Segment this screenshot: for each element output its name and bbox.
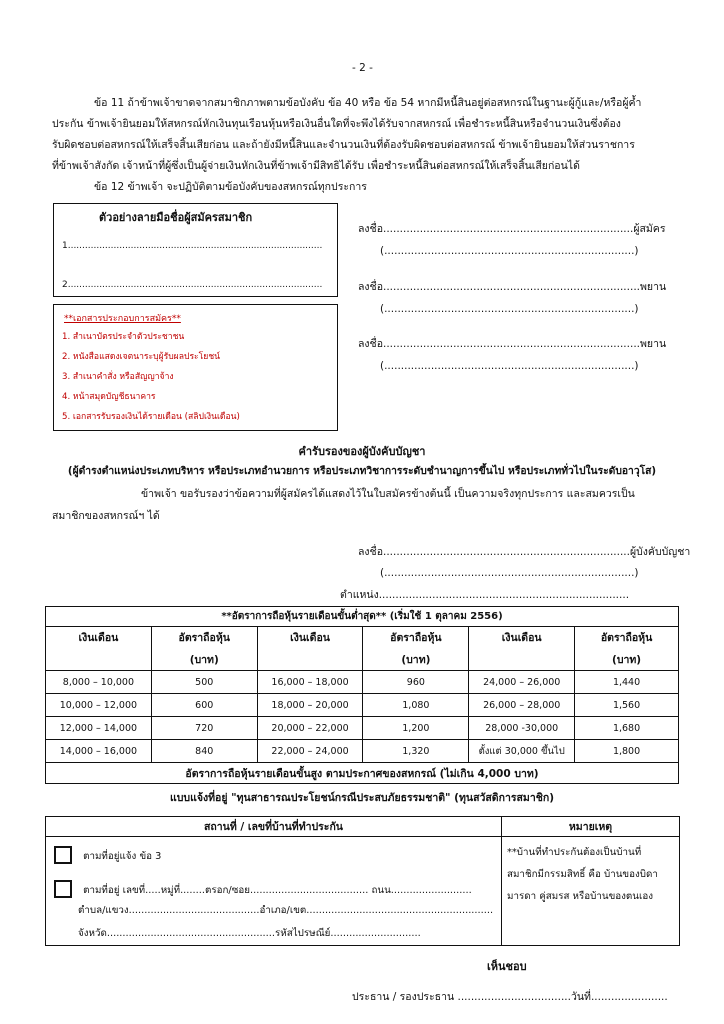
supervisor-title: คำรับรองของผู้บังคับบัญชา	[298, 445, 426, 458]
checkbox-icon[interactable]	[54, 880, 72, 898]
document-item: 1. สำเนาบัตรประจำตัวประชาชน	[62, 332, 185, 342]
share-table-title: **อัตราการถือหุ้นรายเดือนขั้นต่ำสุด** (เริ่มใช้ 1 ตุลาคม 2556)	[46, 607, 679, 627]
table-cell: 840	[151, 740, 257, 763]
sample-signature-title: ตัวอย่างลายมือชื่อผู้สมัครสมาชิก	[99, 211, 253, 224]
sample-signature-box	[53, 203, 338, 297]
header-unit: (บาท)	[151, 649, 257, 671]
witness-2-name-paren[interactable]: (...........................................................................)	[380, 360, 639, 372]
table-cell: 10,000 – 12,000	[46, 694, 152, 717]
note-text	[507, 842, 658, 908]
clause-11-line: ประกัน ข้าพเจ้ายินยอมให้สหกรณ์หักเงินทุนเรือนหุ้นหรือเงินอื่นใดที่จะพึงได้รับจากสหกรณ์ เพื่อชำระหนี้สินหรือจำนวนเงินซึ่งต้อง	[52, 118, 621, 130]
clause-11-line: รับผิดชอบต่อสหกรณ์ให้เสร็จสิ้นเสียก่อน และถ้ายังมีหนี้สินและจำนวนเงินที่ต้องรับผิดชอบต่อสหกรณ์ ข้าพเจ้ายินยอมให้ส่วนราชการ	[52, 139, 635, 151]
header-share-rate: อัตราถือหุ้น	[575, 627, 679, 649]
applicant-name-paren[interactable]: (...........................................................................)	[380, 245, 639, 257]
header-salary: เงินเดือน	[257, 627, 363, 649]
option-other-address[interactable]	[54, 878, 472, 898]
supervisor-text-1: ข้าพเจ้า ขอรับรองว่าข้อความที่ผู้สมัครได้แสดงไว้ในใบสมัครข้างต้นนี้ เป็นความจริงทุกประการ และสมควรเป็น	[141, 488, 635, 500]
sample-signature-line-2[interactable]: 2.........................................................................................	[62, 280, 323, 290]
table-cell: 28,000 -30,000	[469, 717, 575, 740]
header-salary: เงินเดือน	[469, 627, 575, 649]
province-postcode-field[interactable]: จังหวัด......................................................รหัสไปรษณีย์.............................	[78, 928, 421, 939]
witness-1-name-paren[interactable]: (...........................................................................)	[380, 303, 639, 315]
clause-11-line: ที่ข้าพเจ้าสังกัด เจ้าหน้าที่ผู้ซึ่งเป็นผู้จ่ายเงินหักเงินที่ข้าพเจ้ามีสิทธิได้รับ เพื่อชำระหนี้สินต่อสหกรณ์ให้เสร็จสิ้นเสียก่อนได้	[52, 160, 580, 172]
supervisor-position[interactable]: ตำแหน่ง...........................................................................	[340, 589, 630, 601]
table-cell: 500	[151, 671, 257, 694]
required-documents-list	[62, 327, 240, 427]
supervisor-signature[interactable]: ลงชื่อ..........................................................................ผู้บังคับบัญชา	[358, 546, 691, 558]
approval-signature[interactable]: ประธาน / รองประธาน ..................................วันที่.......................	[352, 991, 668, 1003]
option-other-address-label[interactable]: ตามที่อยู่ เลขที่.....หมู่ที่........ตรอก/ซอย...................................... ถนน..........................	[83, 885, 472, 896]
header-salary: เงินเดือน	[46, 627, 152, 649]
table-cell: ตั้งแต่ 30,000 ขึ้นไป	[469, 740, 575, 763]
table-row	[46, 694, 679, 717]
clause-11-line: ข้อ 11 ถ้าข้าพเจ้าขาดจากสมาชิกภาพตามข้อบังคับ ข้อ 40 หรือ ข้อ 54 หากมีหนี้สินอยู่ต่อสหกรณ์ในฐานะผู้กู้และ/หรือผู้ค้ำ	[94, 97, 642, 109]
sample-signature-line-1[interactable]: 1.........................................................................................	[62, 241, 323, 251]
share-rate-table	[45, 606, 679, 784]
table-cell: 1,560	[575, 694, 679, 717]
document-item: 5. เอกสารรับรองเงินได้รายเดือน (สลิปเงินเดือน)	[62, 412, 240, 422]
table-row	[46, 671, 679, 694]
supervisor-subtitle: (ผู้ดำรงตำแหน่งประเภทบริหาร หรือประเภทอำนวยการ หรือประเภทวิชาการระดับชำนาญการขึ้นไป หรือประเภททั่วไปในระดับอาวุโส)	[67, 465, 657, 477]
table-cell: 1,680	[575, 717, 679, 740]
address-table	[45, 816, 680, 946]
table-cell: 12,000 – 14,000	[46, 717, 152, 740]
note-line: **บ้านที่ทำประกันต้องเป็นบ้านที่	[507, 847, 642, 858]
table-row	[46, 717, 679, 740]
document-item: 3. สำเนาคำสั่ง หรือสัญญาจ้าง	[62, 372, 174, 382]
note-line: สมาชิกมีกรรมสิทธิ์ คือ บ้านของบิดา	[507, 869, 658, 880]
table-cell: 20,000 – 22,000	[257, 717, 363, 740]
witness-1-signature[interactable]: ลงชื่อ.............................................................................พยาน	[358, 281, 667, 293]
checkbox-icon[interactable]	[54, 846, 72, 864]
header-unit: (บาท)	[575, 649, 679, 671]
supervisor-name-paren[interactable]: (...........................................................................)	[380, 567, 639, 579]
option-registered-address-label: ตามที่อยู่แจ้ง ข้อ 3	[83, 851, 162, 862]
table-cell: 1,200	[363, 717, 469, 740]
header-share-rate: อัตราถือหุ้น	[363, 627, 469, 649]
share-table-footer: อัตราการถือหุ้นรายเดือนขั้นสูง ตามประกาศของสหกรณ์ (ไม่เกิน 4,000 บาท)	[46, 763, 679, 784]
table-cell: 24,000 – 26,000	[469, 671, 575, 694]
table-cell: 8,000 – 10,000	[46, 671, 152, 694]
witness-2-signature[interactable]: ลงชื่อ.............................................................................พยาน	[358, 338, 667, 350]
clause-12: ข้อ 12 ข้าพเจ้า จะปฏิบัติตามข้อบังคับของสหกรณ์ทุกประการ	[94, 181, 367, 193]
note-col-header: หมายเหตุ	[568, 821, 613, 833]
table-cell: 22,000 – 24,000	[257, 740, 363, 763]
document-item: 2. หนังสือแสดงเจตนาระบุผู้รับผลประโยชน์	[62, 352, 221, 362]
header-unit: (บาท)	[363, 649, 469, 671]
address-section-title: แบบแจ้งที่อยู่ "ทุนสาธารณประโยชน์กรณีประสบภัยธรรมชาติ" (ทุนสวัสดิการสมาชิก)	[169, 792, 555, 804]
table-row	[46, 740, 679, 763]
supervisor-text-2: สมาชิกของสหกรณ์ฯ ได้	[52, 510, 160, 522]
header-share-rate: อัตราถือหุ้น	[151, 627, 257, 649]
table-cell: 960	[363, 671, 469, 694]
table-cell: 18,000 – 20,000	[257, 694, 363, 717]
table-cell: 14,000 – 16,000	[46, 740, 152, 763]
subdistrict-district-field[interactable]: ตำบล/แขวง..........................................อำเภอ/เขต............................................................	[78, 905, 494, 916]
document-item: 4. หน้าสมุดบัญชีธนาคาร	[62, 392, 156, 402]
table-cell: 1,080	[363, 694, 469, 717]
required-documents-box	[53, 304, 338, 431]
table-cell: 720	[151, 717, 257, 740]
required-documents-title: **เอกสารประกอบการสมัคร**	[64, 314, 181, 324]
table-cell: 1,440	[575, 671, 679, 694]
applicant-signature[interactable]: ลงชื่อ...........................................................................ผู้สมัคร	[358, 223, 666, 235]
note-line: มารดา คู่สมรส หรือบ้านของตนเอง	[507, 891, 654, 902]
table-cell: 1,320	[363, 740, 469, 763]
table-cell: 1,800	[575, 740, 679, 763]
clause-11	[52, 93, 641, 198]
approval-title: เห็นชอบ	[487, 960, 527, 973]
table-cell: 16,000 – 18,000	[257, 671, 363, 694]
address-col-header: สถานที่ / เลขที่บ้านที่ทำประกัน	[204, 821, 343, 833]
page-number: - 2 -	[352, 62, 373, 74]
table-cell: 600	[151, 694, 257, 717]
table-cell: 26,000 – 28,000	[469, 694, 575, 717]
option-registered-address[interactable]	[54, 844, 161, 864]
